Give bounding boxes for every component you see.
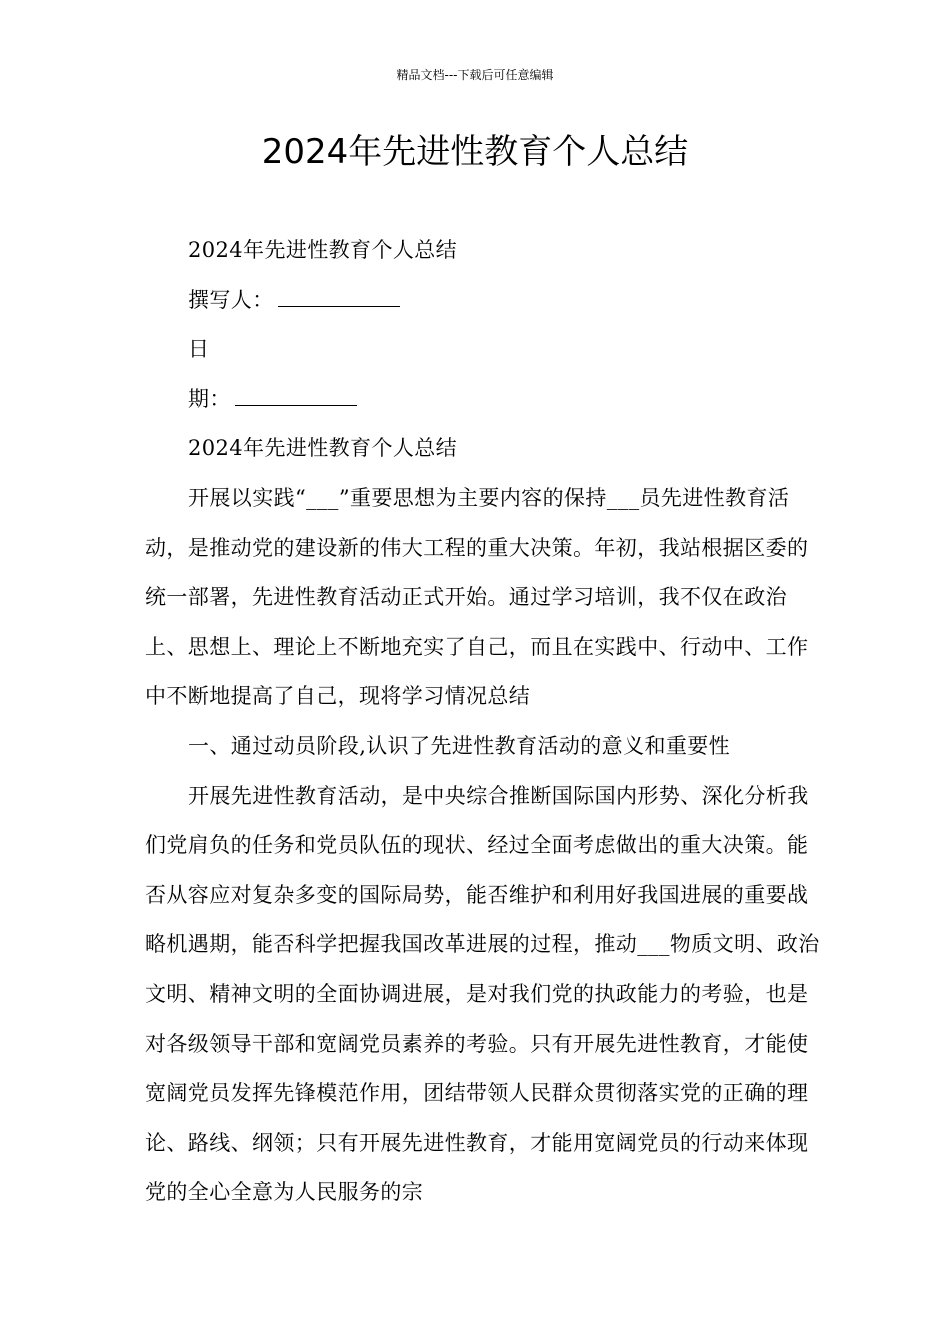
section-heading-1: 一、通过动员阶段,认识了先进性教育活动的意义和重要性 [188,733,731,758]
header-note: 精品文档---下载后可任意编辑 [396,68,554,82]
writer-label: 撰写人： [188,287,274,312]
writer-blank [278,288,400,307]
document-title: 2024年先进性教育个人总结 [261,132,689,172]
date-line [145,375,825,425]
paragraph-section-1: 开展先进性教育活动，是中央综合推断国际国内形势、深化分析我们党肩负的任务和党员队伍的现状、经过全面考虑做出的重大决策。能否从容应对复杂多变的国际局势，能否维护和利用好我国进展的重要战略机遇期，能否科学把握我国改革进展的过程，推动___物质文明、政治文明、精神文明的全面协调进展，是对我们党的执政能力的考验，也是对各级领导干部和宽阔党员素养的考验。只有开展先进性教育，才能使宽阔党员发挥先锋模范作用，团结带领人民群众贯彻落实党的正确的理论、路线、纲领；只有开展先进性教育，才能用宽阔党员的行动来体现党的全心全意为人民服务的宗 [145,783,820,1205]
date-label-line1: 日 [188,337,210,362]
writer-line [145,276,825,326]
document-body [145,226,825,1218]
document-subtitle: 2024年先进性教育个人总结 [188,238,458,262]
document-subtitle-repeat: 2024年先进性教育个人总结 [188,436,458,461]
date-label: 期： [188,386,231,411]
paragraph-intro: 开展以实践“___”重要思想为主要内容的保持___员先进性教育活动，是推动党的建设新的伟大工程的重大决策。年初，我站根据区委的统一部署，先进性教育活动正式开始。通过学习培训，我不仅在政治上、思想上、理论上不断地充实了自己，而且在实践中、行动中、工作中不断地提高了自己，现将学习情况总结 [145,485,809,709]
date-blank [235,387,357,406]
